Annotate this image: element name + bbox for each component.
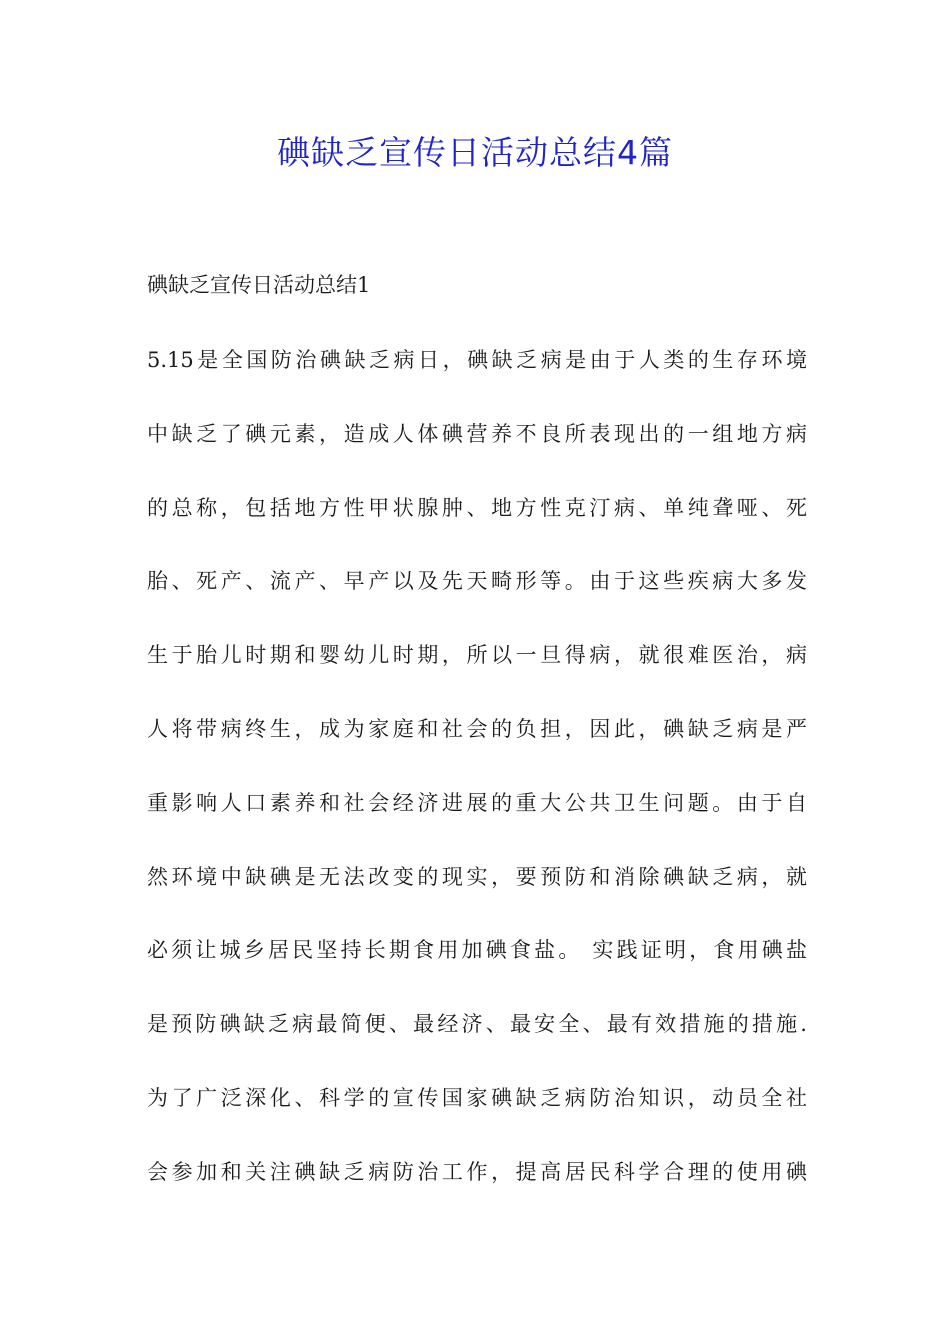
- body-line: 中缺乏了碘元素，造成人体碘营养不良所表现出的一组地方病: [147, 421, 807, 446]
- body-line: 会参加和关注碘缺乏病防治工作，提高居民科学合理的使用碘: [147, 1159, 807, 1184]
- section-heading: 碘缺乏宣传日活动总结1: [147, 273, 371, 297]
- body-line: 然环境中缺碘是无法改变的现实，要预防和消除碘缺乏病，就: [147, 864, 807, 889]
- body-line: 为了广泛深化、科学的宣传国家碘缺乏病防治知识，动员全社: [147, 1085, 807, 1110]
- body-line: 生于胎儿时期和婴幼儿时期，所以一旦得病，就很难医治，病: [147, 643, 807, 668]
- body-line: 是预防碘缺乏病最简便、最经济、最安全、最有效措施的措施.: [147, 1012, 807, 1037]
- body-paragraph: [147, 340, 807, 1226]
- body-line: 5.15是全国防治碘缺乏病日，碘缺乏病是由于人类的生存环境: [147, 348, 807, 372]
- document-title: 碘缺乏宣传日活动总结4篇: [277, 133, 673, 172]
- body-line: 人将带病终生，成为家庭和社会的负担，因此，碘缺乏病是严: [147, 716, 807, 741]
- body-line: 的总称，包括地方性甲状腺肿、地方性克汀病、单纯聋哑、死: [147, 495, 807, 520]
- body-line: 重影响人口素养和社会经济进展的重大公共卫生问题。由于自: [147, 790, 807, 815]
- body-line: 胎、死产、流产、早产以及先天畸形等。由于这些疾病大多发: [147, 569, 807, 594]
- body-line: 必须让城乡居民坚持长期食用加碘食盐。 实践证明，食用碘盐: [147, 938, 807, 963]
